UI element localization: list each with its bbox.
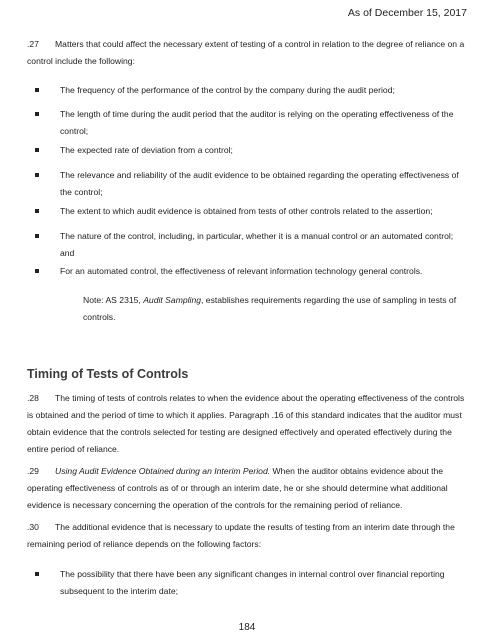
bullet-icon xyxy=(35,88,39,92)
bullet-icon xyxy=(35,269,39,273)
note xyxy=(83,292,463,326)
bullet-icon xyxy=(35,112,39,116)
list-item xyxy=(35,106,465,140)
note-suffix: , establishes requirements regarding the use of sampling in tests of controls. xyxy=(83,295,457,322)
paragraph-number: .30 xyxy=(27,522,39,532)
header-date: As of December 15, 2017 xyxy=(347,7,467,19)
list-item-text: For an automated control, the effectiveness of relevant information technology general controls. xyxy=(60,266,423,276)
list-item-text: The frequency of the performance of the control by the company during the audit period; xyxy=(60,85,395,95)
list-item xyxy=(35,142,465,159)
list-item-text: The nature of the control, including, in particular, whether it is a manual control or an automated control; and xyxy=(60,231,454,258)
list-item xyxy=(35,167,465,201)
paragraph-number: .28 xyxy=(27,393,39,403)
paragraph-text: Matters that could affect the necessary extent of testing of a control in relation to the degree of reliance on a control include the following: xyxy=(27,39,465,66)
paragraph-28 xyxy=(27,390,472,458)
paragraph-text: The additional evidence that is necessary to update the results of testing from an interim date through the remaining period of reliance depends on the following factors: xyxy=(27,522,455,549)
page-number: 184 xyxy=(238,622,256,633)
bullet-icon xyxy=(35,148,39,152)
list-item xyxy=(35,566,465,600)
list-item xyxy=(35,228,465,262)
list-item-text: The length of time during the audit period that the auditor is relying on the operating effectiveness of the control; xyxy=(60,109,454,136)
bullet-icon xyxy=(35,572,39,576)
paragraph-29 xyxy=(27,463,472,514)
bullet-icon xyxy=(35,173,39,177)
note-italic-title: Audit Sampling xyxy=(143,295,202,305)
list-item xyxy=(35,263,465,280)
list-item xyxy=(35,82,465,99)
list-item-text: The relevance and reliability of the audit evidence to be obtained regarding the operating effectiveness of the control; xyxy=(60,170,459,197)
note-prefix: Note: AS 2315, xyxy=(83,295,144,305)
paragraph-text: The timing of tests of controls relates to when the evidence about the operating effectiveness of the controls is obtained and the period of time to which it applies. Paragraph .16 of this standard indicates that the auditor must obtain evidence that the controls selected for testing are designed effectively and operated effectively during the entire period of reliance. xyxy=(27,393,465,454)
section-heading: Timing of Tests of Controls xyxy=(27,367,189,381)
paragraph-27 xyxy=(27,36,472,70)
bullet-icon xyxy=(35,234,39,238)
list-item-text: The expected rate of deviation from a control; xyxy=(60,145,233,155)
bullet-icon xyxy=(35,209,39,213)
list-item xyxy=(35,203,465,220)
paragraph-number: .29 xyxy=(27,466,39,476)
list-item-text: The extent to which audit evidence is obtained from tests of other controls related to the assertion; xyxy=(60,206,433,216)
list-item-text: The possibility that there have been any significant changes in internal control over financial reporting subsequent to the interim date; xyxy=(60,569,445,596)
paragraph-text: When the auditor obtains evidence about the operating effectiveness of controls as of or through an interim date, he or she should determine what additional evidence is necessary concerning the operation of the controls for the remaining period of reliance. xyxy=(27,466,448,510)
paragraph-number: .27 xyxy=(27,39,39,49)
paragraph-30 xyxy=(27,519,472,553)
paragraph-italic-heading: Using Audit Evidence Obtained during an Interim Period. xyxy=(55,466,271,476)
